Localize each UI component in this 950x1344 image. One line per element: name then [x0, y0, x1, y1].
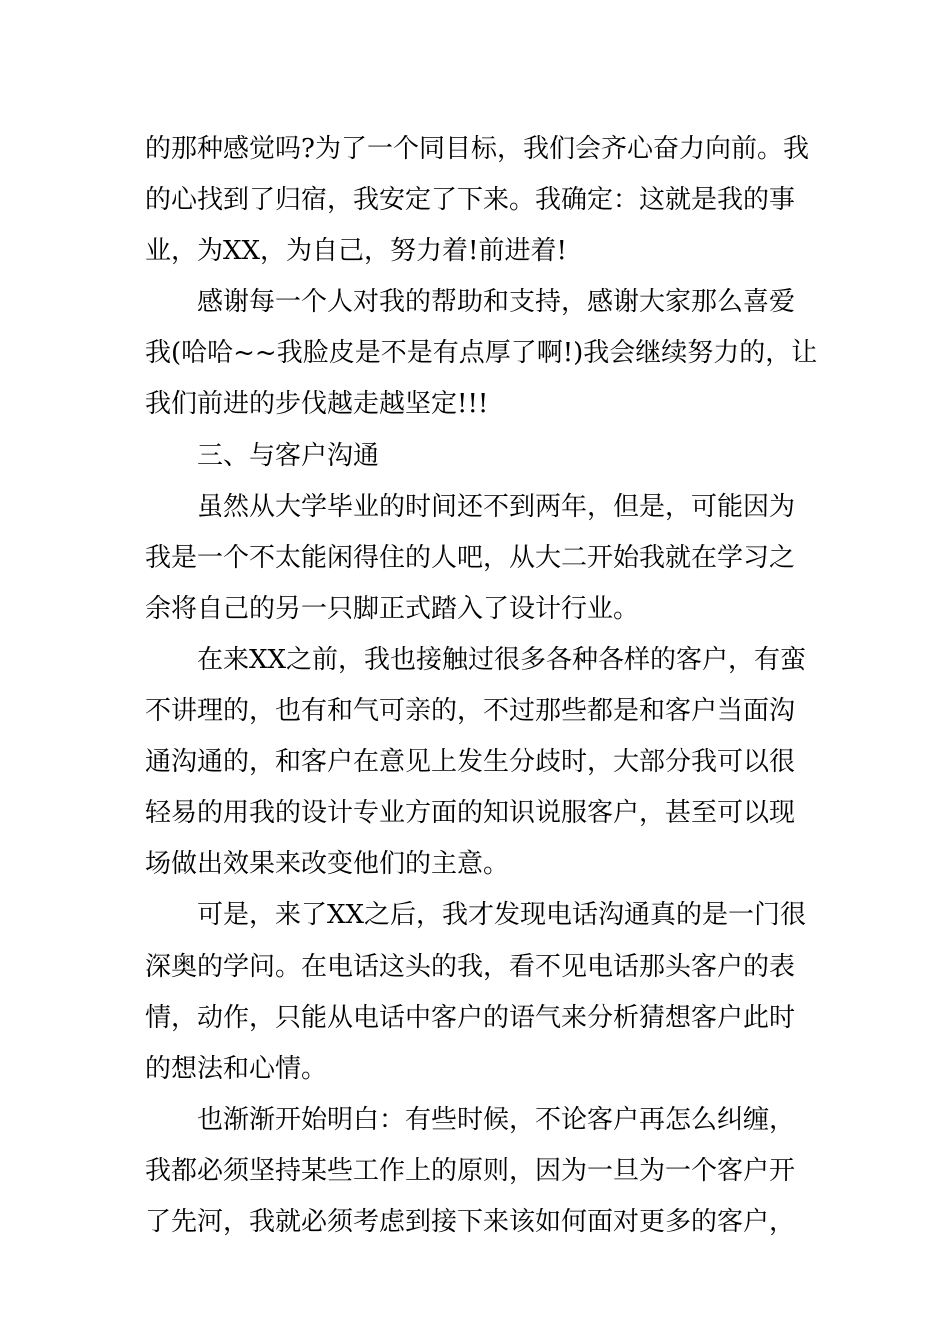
text-line: 通沟通的，和客户在意见上发生分歧时，大部分我可以很	[145, 747, 796, 778]
paragraph-start-line: 在来XX之前，我也接触过很多各种各样的客户，有蛮	[197, 644, 807, 675]
text-line: 的那种感觉吗?为了一个同目标，我们会齐心奋力向前。我	[145, 134, 809, 164]
text-line: 我是一个不太能闲得住的人吧，从大二开始我就在学习之	[145, 542, 796, 573]
text-line: 深奥的学问。在电话这头的我，看不见电话那头客户的表	[145, 951, 796, 982]
text-line: 业，为XX，为自己，努力着!前进着!	[145, 236, 567, 267]
text-line: 余将自己的另一只脚正式踏入了设计行业。	[145, 593, 640, 624]
text-line: 的想法和心情。	[145, 1053, 328, 1084]
section-heading: 三、与客户沟通	[197, 440, 380, 471]
text-line: 了先河，我就必须考虑到接下来该如何面对更多的客户，	[145, 1206, 796, 1237]
text-line: 情，动作，只能从电话中客户的语气来分析猜想客户此时	[145, 1002, 796, 1033]
paragraph-start-line: 虽然从大学毕业的时间还不到两年，但是，可能因为	[197, 491, 796, 522]
document-body	[145, 124, 818, 1248]
text-line: 我们前进的步伐越走越坚定!!!	[145, 389, 489, 420]
text-line: 我(哈哈~~我脸皮是不是有点厚了啊!)我会继续努力的，让	[145, 338, 818, 369]
paragraph-start-line: 感谢每一个人对我的帮助和支持，感谢大家那么喜爱	[197, 287, 796, 318]
text-line: 场做出效果来改变他们的主意。	[145, 849, 510, 880]
text-line: 不讲理的，也有和气可亲的，不过那些都是和客户当面沟	[145, 696, 796, 727]
text-line: 轻易的用我的设计专业方面的知识说服客户，甚至可以现	[145, 798, 796, 829]
paragraph-start-line: 可是，来了XX之后，我才发现电话沟通真的是一门很	[197, 900, 807, 931]
text-line: 我都必须坚持某些工作上的原则，因为一旦为一个客户开	[145, 1155, 796, 1186]
paragraph-start-line: 也渐渐开始明白：有些时候，不论客户再怎么纠缠，	[197, 1104, 796, 1135]
text-line: 的心找到了归宿，我安定了下来。我确定：这就是我的事	[145, 185, 796, 216]
